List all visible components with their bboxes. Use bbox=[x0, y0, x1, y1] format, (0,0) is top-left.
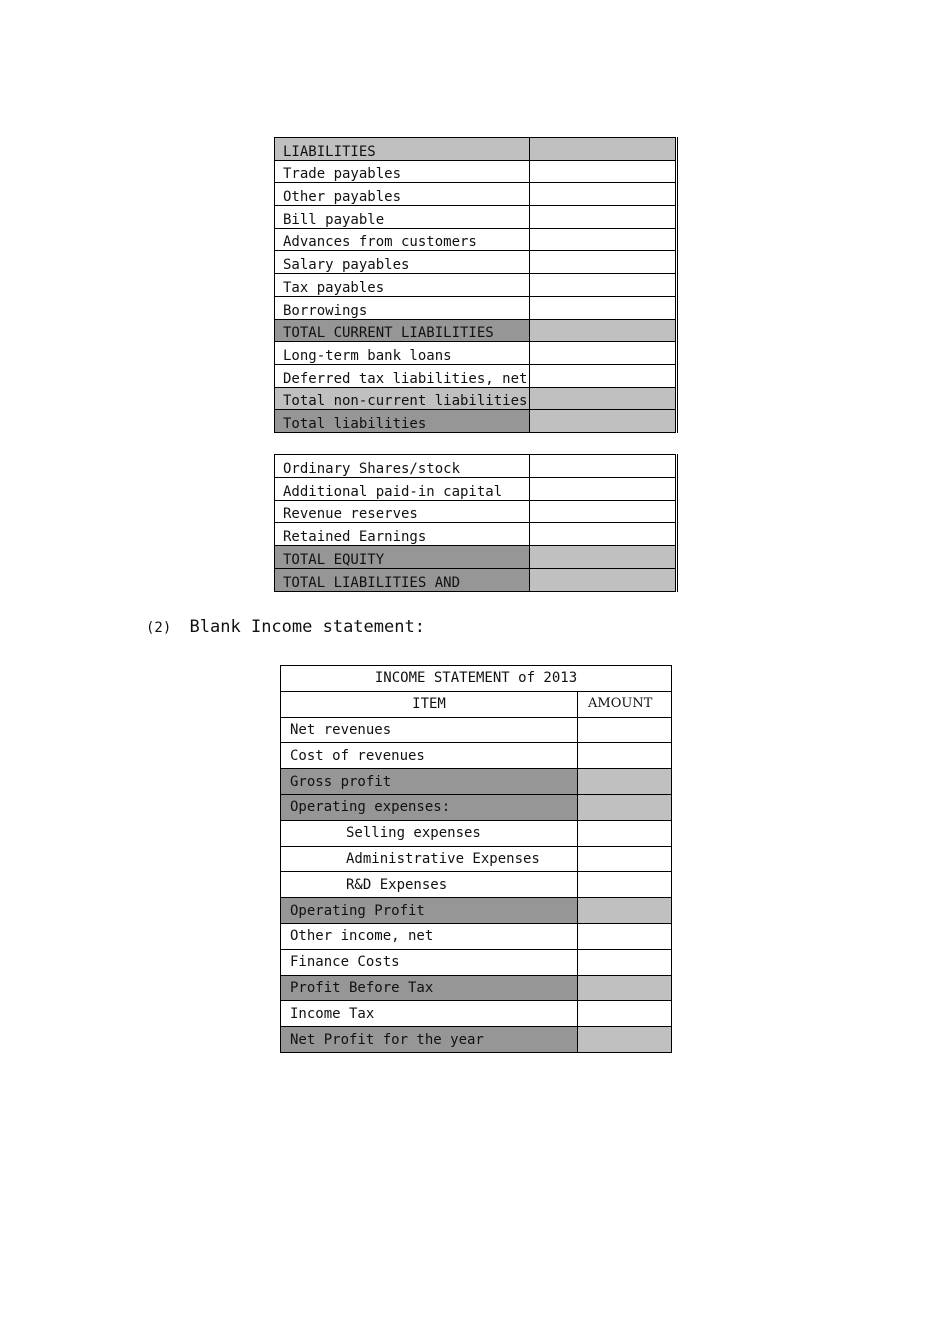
row-label: Additional paid-in capital bbox=[275, 477, 530, 500]
table-row bbox=[275, 319, 677, 342]
row-label: Total liabilities bbox=[275, 410, 530, 433]
amount-cell[interactable] bbox=[529, 342, 676, 365]
amount-cell[interactable] bbox=[529, 500, 676, 523]
row-label: Finance Costs bbox=[281, 949, 578, 975]
table-row bbox=[281, 872, 672, 898]
table-row bbox=[275, 296, 677, 319]
table-row bbox=[281, 769, 672, 795]
table-row bbox=[281, 820, 672, 846]
row-label: Net revenues bbox=[281, 717, 578, 743]
amount-cell[interactable] bbox=[578, 769, 672, 795]
row-label: Other income, net bbox=[281, 923, 578, 949]
table-row bbox=[275, 251, 677, 274]
column-header-item: ITEM bbox=[281, 691, 578, 717]
income-title-row bbox=[281, 666, 672, 692]
table-row bbox=[275, 523, 677, 546]
row-label: Deferred tax liabilities, net bbox=[275, 364, 530, 387]
amount-cell[interactable] bbox=[529, 251, 676, 274]
row-label: Operating expenses: bbox=[281, 794, 578, 820]
row-label: Bill payable bbox=[275, 206, 530, 229]
amount-cell[interactable] bbox=[529, 546, 676, 569]
amount-cell[interactable] bbox=[578, 975, 672, 1001]
amount-cell[interactable] bbox=[578, 1027, 672, 1053]
row-label: Income Tax bbox=[281, 1001, 578, 1027]
table-row bbox=[275, 455, 677, 478]
table-row bbox=[275, 206, 677, 229]
amount-cell[interactable] bbox=[578, 846, 672, 872]
table-row bbox=[281, 923, 672, 949]
row-label: LIABILITIES bbox=[275, 138, 530, 161]
row-label: Other payables bbox=[275, 183, 530, 206]
amount-cell[interactable] bbox=[578, 820, 672, 846]
table-row bbox=[281, 794, 672, 820]
income-statement-table bbox=[280, 665, 672, 1053]
table-row bbox=[275, 228, 677, 251]
amount-cell[interactable] bbox=[529, 160, 676, 183]
row-label: Revenue reserves bbox=[275, 500, 530, 523]
amount-cell[interactable] bbox=[578, 743, 672, 769]
amount-cell[interactable] bbox=[529, 274, 676, 297]
row-label: Advances from customers bbox=[275, 228, 530, 251]
amount-cell[interactable] bbox=[529, 183, 676, 206]
amount-cell[interactable] bbox=[529, 296, 676, 319]
table-row bbox=[275, 342, 677, 365]
amount-cell[interactable] bbox=[529, 523, 676, 546]
table-row bbox=[275, 387, 677, 410]
amount-cell[interactable] bbox=[529, 319, 676, 342]
row-label: Salary payables bbox=[275, 251, 530, 274]
amount-cell[interactable] bbox=[578, 872, 672, 898]
amount-cell[interactable] bbox=[578, 717, 672, 743]
row-label: Total non-current liabilities bbox=[275, 387, 530, 410]
table-row bbox=[275, 160, 677, 183]
amount-cell[interactable] bbox=[529, 477, 676, 500]
amount-cell[interactable] bbox=[578, 949, 672, 975]
amount-cell[interactable] bbox=[529, 364, 676, 387]
row-label: Tax payables bbox=[275, 274, 530, 297]
row-label: Cost of revenues bbox=[281, 743, 578, 769]
amount-cell[interactable] bbox=[529, 387, 676, 410]
amount-cell[interactable] bbox=[529, 455, 676, 478]
table-row bbox=[281, 898, 672, 924]
section-title: Blank Income statement: bbox=[189, 617, 425, 637]
income-header-row bbox=[281, 691, 672, 717]
table-row bbox=[275, 274, 677, 297]
income-statement-title: INCOME STATEMENT of 2013 bbox=[281, 666, 672, 692]
row-label: TOTAL EQUITY bbox=[275, 546, 530, 569]
row-label: Long-term bank loans bbox=[275, 342, 530, 365]
row-label: Retained Earnings bbox=[275, 523, 530, 546]
table-row bbox=[281, 717, 672, 743]
liabilities-table bbox=[274, 137, 678, 433]
row-label: Operating Profit bbox=[281, 898, 578, 924]
row-label: Profit Before Tax bbox=[281, 975, 578, 1001]
row-label: TOTAL CURRENT LIABILITIES bbox=[275, 319, 530, 342]
table-row bbox=[275, 364, 677, 387]
table-row bbox=[275, 410, 677, 433]
table-row bbox=[275, 546, 677, 569]
table-row bbox=[275, 138, 677, 161]
equity-table bbox=[274, 454, 678, 592]
table-row bbox=[281, 1001, 672, 1027]
row-label: Administrative Expenses bbox=[281, 846, 578, 872]
table-row bbox=[281, 975, 672, 1001]
table-row bbox=[275, 500, 677, 523]
amount-cell[interactable] bbox=[529, 206, 676, 229]
table-row bbox=[281, 949, 672, 975]
amount-cell[interactable] bbox=[578, 898, 672, 924]
row-label: Selling expenses bbox=[281, 820, 578, 846]
row-label: Gross profit bbox=[281, 769, 578, 795]
table-row bbox=[275, 568, 677, 591]
row-label: Trade payables bbox=[275, 160, 530, 183]
table-row bbox=[281, 846, 672, 872]
amount-cell[interactable] bbox=[578, 794, 672, 820]
amount-cell[interactable] bbox=[578, 923, 672, 949]
row-label: Net Profit for the year bbox=[281, 1027, 578, 1053]
row-label: R&D Expenses bbox=[281, 872, 578, 898]
row-label: TOTAL LIABILITIES AND bbox=[275, 568, 530, 591]
amount-cell[interactable] bbox=[529, 228, 676, 251]
row-label: Borrowings bbox=[275, 296, 530, 319]
table-row bbox=[281, 743, 672, 769]
section-number: (2) bbox=[146, 620, 172, 636]
column-header-amount: AMOUNT bbox=[578, 691, 672, 717]
table-row bbox=[275, 477, 677, 500]
table-row bbox=[275, 183, 677, 206]
table-row bbox=[281, 1027, 672, 1053]
amount-cell[interactable] bbox=[529, 568, 676, 591]
amount-cell[interactable] bbox=[529, 138, 676, 161]
amount-cell[interactable] bbox=[578, 1001, 672, 1027]
row-label: Ordinary Shares/stock bbox=[275, 455, 530, 478]
amount-cell[interactable] bbox=[529, 410, 676, 433]
section-heading bbox=[146, 617, 425, 637]
